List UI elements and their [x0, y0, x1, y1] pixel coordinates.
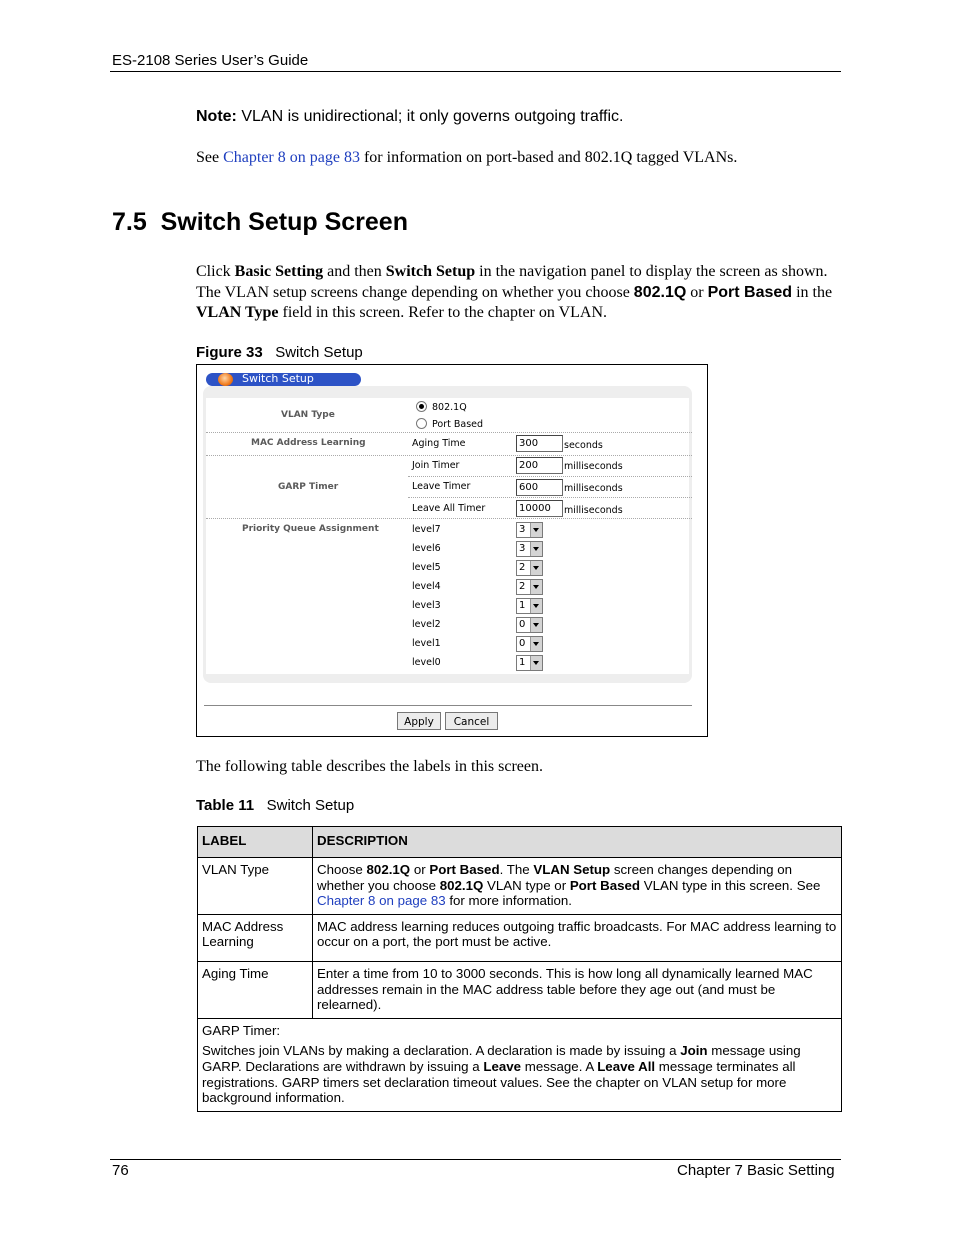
table-header-row [198, 827, 842, 858]
intro-paragraph: Click Basic Setting and then Switch Setup in the navigation panel to display the screen as shown. The VLAN setup screens change depending on whether you choose 802.1Q or Port Based in the VLAN Type field in this screen. Refer to the chapter on VLAN. [196, 263, 833, 321]
chevron-down-icon[interactable] [530, 599, 542, 613]
garp-timer-title: GARP Timer: [202, 1022, 281, 1038]
garp-timer-label: GARP Timer [278, 482, 339, 492]
see-line [196, 149, 737, 167]
basic-setting-term: Basic Setting [234, 263, 324, 280]
table-row [198, 914, 842, 961]
row-separator [408, 497, 692, 498]
vlan-type-label: VLAN Type [281, 410, 335, 420]
running-header: ES-2108 Series User’s Guide [112, 52, 309, 69]
leave-all-timer-unit: milliseconds [564, 505, 623, 516]
row-description: Enter a time from 10 to 3000 seconds. This is how long all dynamically learned MAC addresses remain in the MAC address table before they age out (and must be relearned). [313, 961, 842, 1018]
chevron-down-icon[interactable] [530, 637, 542, 651]
note-text: VLAN is unidirectional; it only governs outgoing traffic. [236, 108, 624, 125]
priority-queue-value: 0 [519, 638, 526, 649]
leave-timer-label: Leave Timer [412, 481, 471, 492]
header-rule [110, 71, 841, 72]
leave-timer-input[interactable]: 600 [516, 479, 563, 496]
radio-8021q[interactable] [416, 401, 427, 412]
priority-level-label: level1 [412, 638, 441, 649]
aging-time-unit: seconds [564, 440, 603, 451]
tab-label: Switch Setup [242, 372, 314, 385]
section-number: 7.5 [112, 208, 147, 236]
priority-queue-select[interactable] [516, 522, 543, 538]
table-intro: The following table describes the labels in this screen. [196, 758, 544, 775]
row-separator [408, 476, 692, 477]
garp-timer-row [198, 1018, 842, 1111]
section-title [112, 208, 408, 237]
priority-level-label: level0 [412, 657, 441, 668]
priority-queue-select[interactable] [516, 560, 543, 576]
chevron-down-icon[interactable] [530, 580, 542, 594]
leave-all-timer-input[interactable]: 10000 [516, 500, 563, 517]
table-caption: Table 11 Switch Setup [196, 797, 355, 814]
aging-time-label: Aging Time [412, 438, 466, 449]
leave-timer-unit: milliseconds [564, 483, 623, 494]
table-chapter-8-link[interactable]: Chapter 8 on page 83 [317, 893, 446, 909]
row-label: VLAN Type [198, 858, 313, 915]
priority-level-label: level6 [412, 543, 441, 554]
chevron-down-icon[interactable] [530, 561, 542, 575]
apply-button[interactable]: Apply [397, 712, 441, 730]
join-timer-input[interactable]: 200 [516, 457, 563, 474]
priority-level-label: level5 [412, 562, 441, 573]
chapter-8-link[interactable]: Chapter 8 on page 83 [223, 149, 360, 166]
priority-queue-select[interactable] [516, 617, 543, 633]
chevron-down-icon[interactable] [530, 523, 542, 537]
table-row [198, 858, 842, 915]
row-description: MAC address learning reduces outgoing traffic broadcasts. For MAC address learning to occur on a port, the port must be active. [313, 914, 842, 961]
figure-caption: Figure 33 Switch Setup [196, 344, 363, 361]
radio-port-based[interactable] [416, 418, 427, 429]
priority-level-label: level2 [412, 619, 441, 630]
row-separator [206, 518, 692, 519]
garp-timer-description: Switches join VLANs by making a declaration. A declaration is made by issuing a Join message using GARP. Declarations are withdrawn by issuing a Leave message. A Leave All message terminates all registrations. GARP timers set declaration timeout values. See the chapter on VLAN setup for more background information. [202, 1043, 801, 1106]
row-label: Aging Time [198, 961, 313, 1018]
footer-chapter: Chapter 7 Basic Setting [677, 1162, 835, 1179]
priority-level-label: level3 [412, 600, 441, 611]
row-description: Choose 802.1Q or Port Based. The VLAN Setup screen changes depending on whether you choose 802.1Q VLAN type or Port Based VLAN type in this screen. See Chapter 8 on page 83 for more information. [313, 858, 842, 915]
priority-queue-label: Priority Queue Assignment [242, 524, 379, 534]
priority-queue-value: 1 [519, 600, 526, 611]
chevron-down-icon[interactable] [530, 656, 542, 670]
priority-queue-value: 2 [519, 562, 526, 573]
label-column-header: LABEL [198, 827, 313, 858]
priority-queue-value: 2 [519, 581, 526, 592]
button-divider [204, 705, 692, 706]
see-pre: See [196, 149, 224, 166]
priority-queue-value: 3 [519, 524, 526, 535]
priority-queue-select[interactable] [516, 579, 543, 595]
tab-orb-icon [218, 373, 233, 386]
priority-level-label: level7 [412, 524, 441, 535]
mac-learning-label: MAC Address Learning [251, 438, 366, 448]
priority-queue-value: 1 [519, 657, 526, 668]
footer-rule [110, 1159, 841, 1160]
table-row [198, 961, 842, 1018]
row-separator [206, 432, 692, 433]
priority-queue-select[interactable] [516, 541, 543, 557]
radio-8021q-label: 802.1Q [432, 402, 467, 413]
chevron-down-icon[interactable] [530, 542, 542, 556]
section-title-text: Switch Setup Screen [160, 208, 408, 236]
switch-setup-term: Switch Setup [385, 263, 476, 280]
priority-queue-select[interactable] [516, 598, 543, 614]
aging-time-input[interactable]: 300 [516, 435, 563, 452]
note [196, 108, 623, 126]
leave-all-timer-label: Leave All Timer [412, 503, 486, 514]
priority-queue-value: 3 [519, 543, 526, 554]
row-label: MAC Address Learning [198, 914, 313, 961]
chevron-down-icon[interactable] [530, 618, 542, 632]
description-column-header: DESCRIPTION [313, 827, 842, 858]
note-label: Note: [196, 108, 237, 125]
radio-port-based-label: Port Based [432, 419, 484, 430]
table-row [198, 1018, 842, 1111]
page-number: 76 [112, 1162, 129, 1179]
join-timer-unit: milliseconds [564, 461, 623, 472]
cancel-button[interactable]: Cancel [445, 712, 498, 730]
see-post: for information on port-based and 802.1Q tagged VLANs. [359, 149, 738, 166]
priority-queue-select[interactable] [516, 655, 543, 671]
join-timer-label: Join Timer [412, 460, 460, 471]
priority-queue-select[interactable] [516, 636, 543, 652]
row-separator [206, 455, 692, 456]
switch-setup-table [197, 826, 842, 1112]
priority-queue-value: 0 [519, 619, 526, 630]
priority-level-label: level4 [412, 581, 441, 592]
